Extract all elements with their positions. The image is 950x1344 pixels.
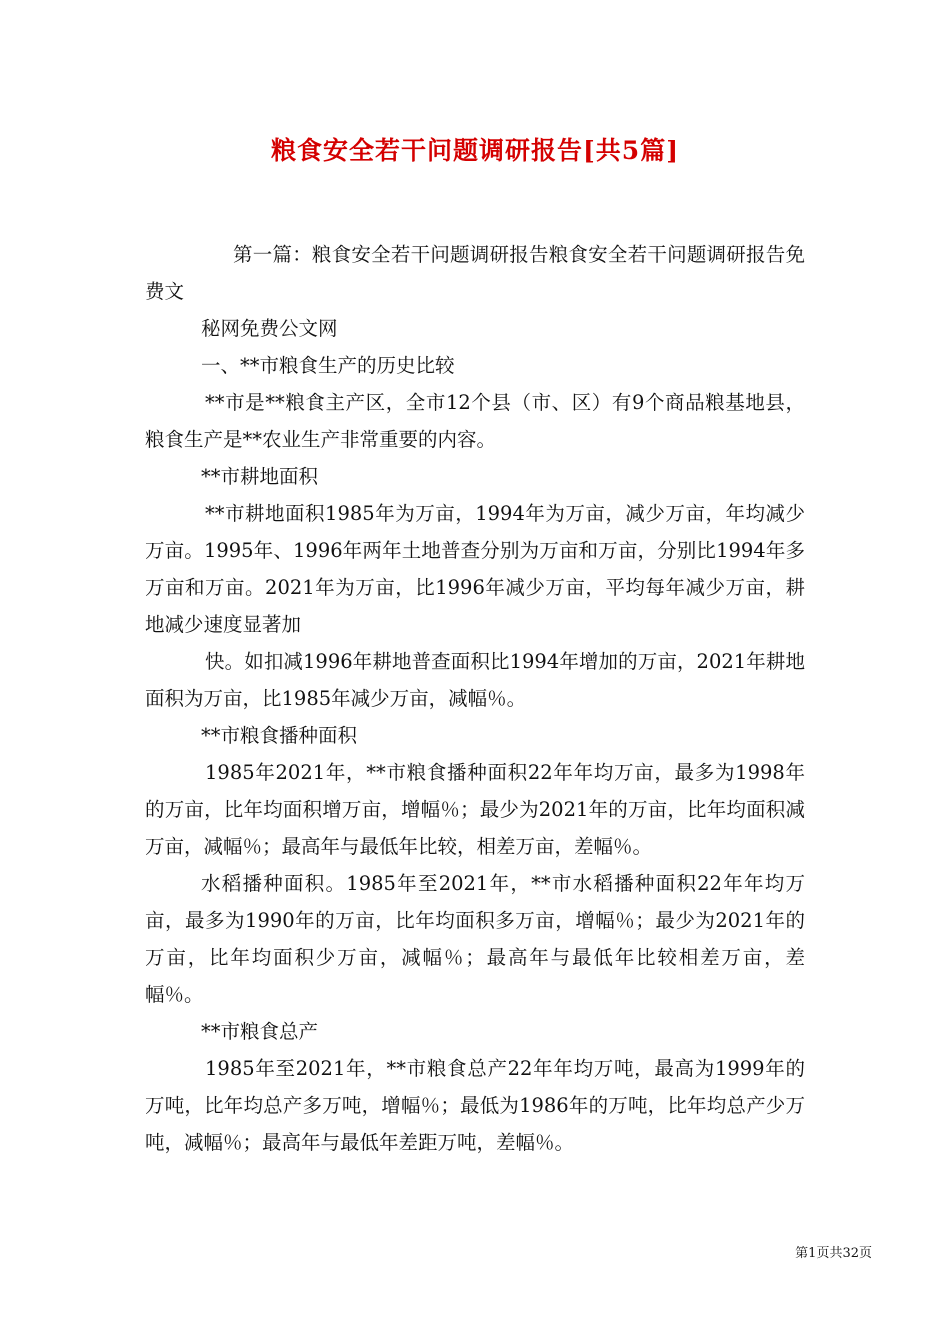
- paragraph-intro: 第一篇：粮食安全若干问题调研报告粮食安全若干问题调研报告免费文: [145, 243, 805, 303]
- paragraph-source: 秘网免费公文网: [201, 317, 338, 340]
- subheading-sown-area: **市粮食播种面积: [201, 724, 358, 747]
- document-title: 粮食安全若干问题调研报告[共5篇]: [270, 136, 680, 165]
- subheading-farmland-area: **市耕地面积: [201, 465, 319, 488]
- section-heading-history: 一、**市粮食生产的历史比较: [201, 354, 455, 377]
- subheading-total-output: **市粮食总产: [201, 1020, 319, 1043]
- paragraph-farmland-adjusted: 快。如扣减1996年耕地普查面积比1994年增加的万亩，2021年耕地面积为万亩，比1985年减少万亩，减幅％。: [145, 650, 805, 710]
- document-body: [145, 236, 805, 1161]
- page-number: 第1页共32页: [795, 1246, 872, 1261]
- paragraph-farmland-area: **市耕地面积1985年为万亩，1994年为万亩，减少万亩，年均减少万亩。1995年、1996年两年土地普查分别为万亩和万亩，分别比1994年多万亩和万亩。2021年为万亩，比1996年减少万亩，平均每年减少万亩，耕地减少速度显著加: [145, 502, 805, 636]
- paragraph-sown-area: 1985年2021年，**市粮食播种面积22年年均万亩，最多为1998年的万亩，比年均面积增万亩，增幅％；最少为2021年的万亩，比年均面积减万亩，减幅％；最高年与最低年比较，相差万亩，差幅％。: [145, 761, 805, 858]
- paragraph-rice-area: 水稻播种面积。1985年至2021年，**市水稻播种面积22年年均万亩，最多为1990年的万亩，比年均面积多万亩，增幅％；最少为2021年的万亩，比年均面积少万亩，减幅％；最高年与最低年比较相差万亩，差幅％。: [145, 872, 805, 1006]
- paragraph-overview: **市是**粮食主产区，全市12个县（市、区）有9个商品粮基地县，粮食生产是**农业生产非常重要的内容。: [145, 391, 805, 451]
- paragraph-total-output: 1985年至2021年，**市粮食总产22年年均万吨，最高为1999年的万吨，比年均总产多万吨，增幅％；最低为1986年的万吨，比年均总产少万吨，减幅％；最高年与最低年差距万吨，差幅％。: [145, 1057, 805, 1154]
